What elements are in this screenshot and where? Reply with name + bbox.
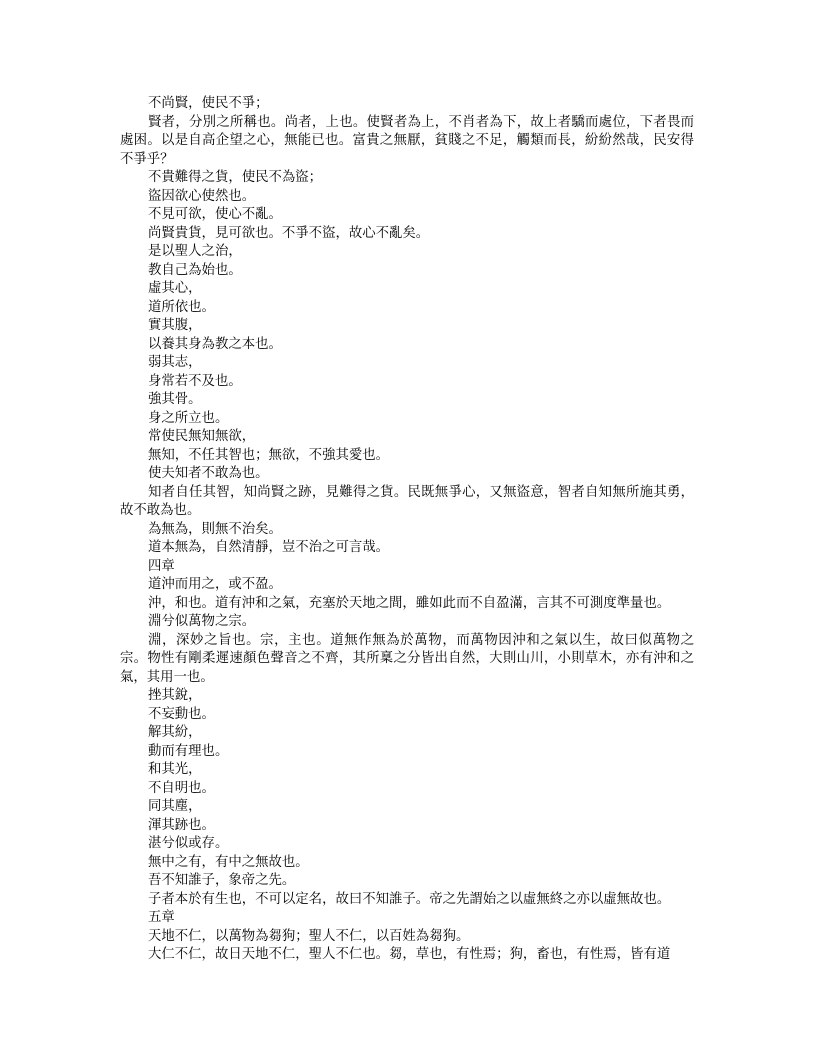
paragraph: 和其光，	[148, 762, 202, 777]
chapter-heading: 五章	[148, 910, 175, 925]
paragraph: 淵兮似萬物之宗。	[148, 614, 256, 629]
paragraph: 不自明也。	[148, 780, 215, 796]
paragraph: 尚賢貴貨，見可欲也。不爭不盜，故心不亂矣。	[148, 225, 430, 241]
paragraph: 吾不知誰子，象帝之先。	[148, 873, 296, 888]
paragraph: 為無為，則無不治矣。	[148, 521, 282, 537]
paragraph: 解其紛，	[148, 725, 202, 740]
paragraph: 虛其心，	[148, 281, 202, 296]
paragraph: 渾其跡也。	[148, 817, 215, 833]
paragraph: 以養其身為教之本也。	[148, 336, 282, 352]
paragraph: 湛兮似或存。	[148, 836, 229, 851]
paragraph: 知者自任其智，知尚賢之跡，見難得之貨。民既無爭心，又無盜意，智者自知無所施其勇，故不敢為也。	[120, 484, 694, 518]
paragraph: 教自己為始也。	[148, 262, 242, 278]
paragraph: 常使民無知無欲，	[148, 429, 256, 444]
paragraph: 不見可欲，使心不亂。	[148, 207, 282, 222]
paragraph: 淵，深妙之旨也。宗，主也。道無作無為於萬物，而萬物因沖和之氣以生，故曰似萬物之宗。物性有剛柔遲速顏色聲音之不齊，其所稟之分皆出自然，大則山川，小則草木，亦有沖和之氣，其用一也。	[120, 632, 694, 685]
paragraph: 道所依也。	[148, 299, 215, 315]
paragraph: 盜因欲心使然也。	[148, 188, 256, 204]
paragraph: 道沖而用之，或不盈。	[148, 577, 282, 592]
paragraph: 使夫知者不敢為也。	[148, 466, 269, 481]
paragraph: 是以聖人之治，	[148, 244, 242, 259]
paragraph: 子者本於有生也，不可以定名，故曰不知誰子。帝之先謂始之以虛無終之亦以虛無故也。	[148, 891, 671, 907]
document-page	[120, 95, 694, 965]
paragraph: 同其塵，	[148, 799, 202, 814]
paragraph: 大仁不仁，故日天地不仁，聖人不仁也。芻，草也，有性焉；狗，畜也，有性焉，皆有道	[148, 947, 671, 962]
paragraph: 無中之有，有中之無故也。	[148, 854, 309, 870]
paragraph: 無知，不任其智也；無欲，不強其愛也。	[148, 447, 390, 463]
paragraph: 不貴難得之貨，使民不為盜；	[148, 170, 323, 185]
paragraph: 身常若不及也。	[148, 373, 242, 389]
paragraph: 身之所立也。	[148, 410, 229, 426]
paragraph: 賢者，分別之所稱也。尚者，上也。使賢者為上，不肖者為下，故上者驕而處位，下者畏而處困。以是自高企望之心，無能已也。富貴之無厭，貧賤之不足，觸類而長，紛紛然哉，民安得不爭乎？	[120, 114, 694, 167]
paragraph: 天地不仁，以萬物為芻狗；聖人不仁，以百姓為芻狗。	[148, 928, 470, 944]
paragraph: 實其腹，	[148, 318, 202, 333]
paragraph: 弱其志，	[148, 355, 202, 370]
paragraph: 不妄動也。	[148, 706, 215, 722]
paragraph: 沖，和也。道有沖和之氣，充塞於天地之間，雖如此而不自盈滿，言其不可測度準量也。	[148, 595, 671, 611]
paragraph: 動而有理也。	[148, 743, 229, 759]
paragraph: 強其骨。	[148, 392, 202, 407]
chapter-heading: 四章	[148, 558, 175, 574]
paragraph: 道本無為，自然清靜，豈不治之可言哉。	[148, 540, 390, 555]
paragraph: 挫其銳，	[148, 688, 202, 703]
paragraph: 不尚賢，使民不爭；	[148, 96, 269, 111]
